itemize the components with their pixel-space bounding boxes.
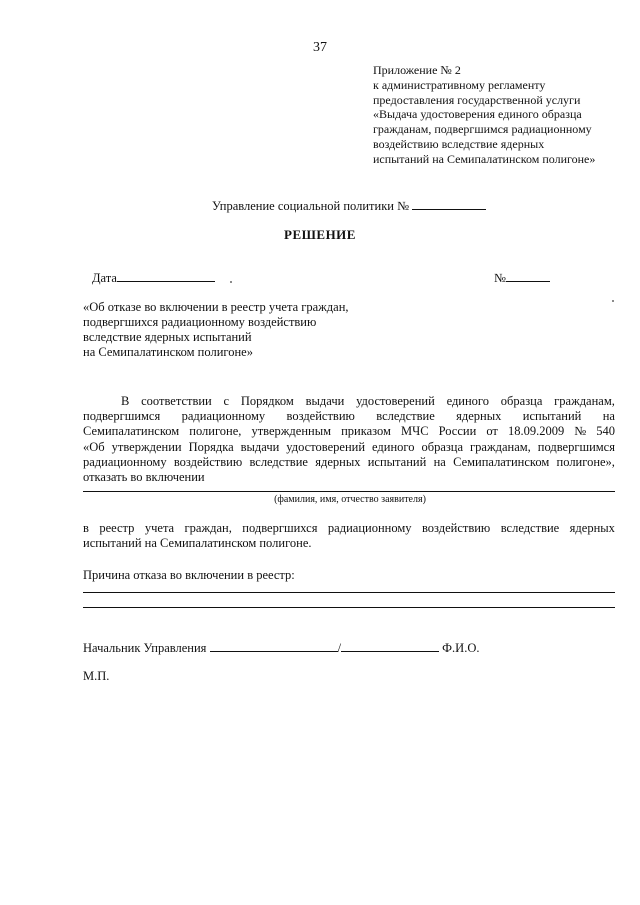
word: полигоне», xyxy=(556,454,615,469)
word: выдачи xyxy=(240,439,280,454)
word: ядерных xyxy=(569,521,615,535)
subject-line: вследствие ядерных испытаний xyxy=(83,330,252,344)
register-line xyxy=(83,521,615,536)
word: вследствие xyxy=(500,521,560,535)
word: реестр xyxy=(99,521,135,535)
word: Порядка xyxy=(188,439,234,454)
department-line xyxy=(212,198,486,214)
word: гражданам, xyxy=(470,439,531,454)
signature-label: Начальник Управления xyxy=(83,641,207,655)
date-line xyxy=(92,270,215,286)
number-line xyxy=(494,270,550,286)
word: утверждении xyxy=(111,439,182,454)
word: на xyxy=(602,409,615,424)
word: вследствие xyxy=(249,454,308,469)
body-line xyxy=(83,424,615,439)
body-paragraph xyxy=(83,394,615,485)
word: ядерных xyxy=(315,454,361,469)
word: испытаний xyxy=(367,454,427,469)
word: с xyxy=(223,394,230,408)
word: радиационному xyxy=(181,409,266,424)
word: учета xyxy=(144,521,175,535)
word: единого xyxy=(372,439,415,454)
word: МЧС xyxy=(400,424,429,439)
signature-separator: / xyxy=(337,641,342,655)
word: удостоверений xyxy=(356,394,435,408)
signature-field[interactable] xyxy=(210,640,338,652)
word: 540 xyxy=(596,424,615,439)
word: полигоне, xyxy=(189,424,242,439)
word: испытаний xyxy=(522,409,582,424)
date-field[interactable] xyxy=(117,270,215,282)
word: граждан, xyxy=(184,521,232,535)
signature-line xyxy=(83,640,479,656)
appendix-line: предоставления государственной услуги xyxy=(373,92,581,107)
reason-field-line-1[interactable] xyxy=(83,592,615,593)
subject-line: на Семипалатинском полигоне» xyxy=(83,345,253,359)
word: радиационному xyxy=(83,454,167,469)
appendix-line: воздействию вследствие ядерных xyxy=(373,136,545,151)
word: Порядком xyxy=(240,394,294,408)
word: ядерных xyxy=(456,409,502,424)
applicant-name-field[interactable] xyxy=(83,491,615,492)
word: подвергшимся xyxy=(537,439,615,454)
register-paragraph xyxy=(83,521,615,551)
word: единого xyxy=(446,394,490,408)
signature-name-field[interactable] xyxy=(341,640,439,652)
word: подвергшимся xyxy=(83,409,161,424)
word: утвержденным xyxy=(251,424,332,439)
appendix-line: гражданам, подвергшимся радиационному xyxy=(373,122,592,137)
body-line xyxy=(83,409,615,424)
appendix-line: испытаний на Семипалатинском полигоне» xyxy=(373,151,596,166)
body-line-last: отказать во включении xyxy=(83,470,205,485)
scan-speck xyxy=(230,281,232,283)
subject-line: подвергшихся радиационному воздействию xyxy=(83,315,317,329)
word: выдачи xyxy=(305,394,345,408)
word: 18.09.2009 xyxy=(507,424,565,439)
body-line xyxy=(83,394,615,409)
word: приказом xyxy=(341,424,391,439)
word: в xyxy=(83,521,89,535)
word: вследствие xyxy=(376,409,435,424)
reason-label: Причина отказа во включении в реестр: xyxy=(83,568,295,582)
number-field[interactable] xyxy=(506,270,550,282)
subject-line: «Об отказе во включении в реестр учета граждан, xyxy=(83,300,349,314)
department-label: Управление социальной политики № xyxy=(212,199,410,213)
word: воздействию xyxy=(286,409,355,424)
body-line xyxy=(83,455,615,470)
word: «Об xyxy=(83,439,105,454)
word: от xyxy=(486,424,498,439)
word: Семипалатинском xyxy=(83,424,180,439)
number-label: № xyxy=(494,271,506,285)
body-line xyxy=(83,440,615,455)
appendix-line: «Выдача удостоверения единого образца xyxy=(373,107,582,122)
register-line-last: испытаний на Семипалатинском полигоне. xyxy=(83,536,312,551)
word: В xyxy=(121,394,130,408)
word: Семипалатинском xyxy=(453,454,550,469)
applicant-caption: (фамилия, имя, отчество заявителя) xyxy=(274,494,426,505)
stamp-label: М.П. xyxy=(83,669,110,683)
word: удостоверений xyxy=(286,439,366,454)
department-number-field[interactable] xyxy=(412,198,486,210)
date-label: Дата xyxy=(92,271,117,285)
word: образца xyxy=(421,439,464,454)
appendix-line: Приложение № 2 xyxy=(373,63,461,77)
word: России xyxy=(438,424,477,439)
subject-block xyxy=(83,300,349,360)
page-number: 37 xyxy=(313,40,327,55)
word: образца xyxy=(500,394,543,408)
scan-speck xyxy=(612,300,614,302)
word: радиационному xyxy=(327,521,412,535)
appendix-header xyxy=(373,63,595,167)
word: гражданам, xyxy=(554,394,615,408)
appendix-line: к административному регламенту xyxy=(373,77,546,92)
word: воздействию xyxy=(421,521,491,535)
word: воздействию xyxy=(173,454,243,469)
signature-fio: Ф.И.О. xyxy=(442,641,480,655)
reason-field-line-2[interactable] xyxy=(83,607,615,608)
document-title: РЕШЕНИЕ xyxy=(284,227,356,242)
word: на xyxy=(433,454,446,469)
word: № xyxy=(574,424,587,439)
word: соответствии xyxy=(141,394,212,408)
word: подвергшихся xyxy=(242,521,318,535)
